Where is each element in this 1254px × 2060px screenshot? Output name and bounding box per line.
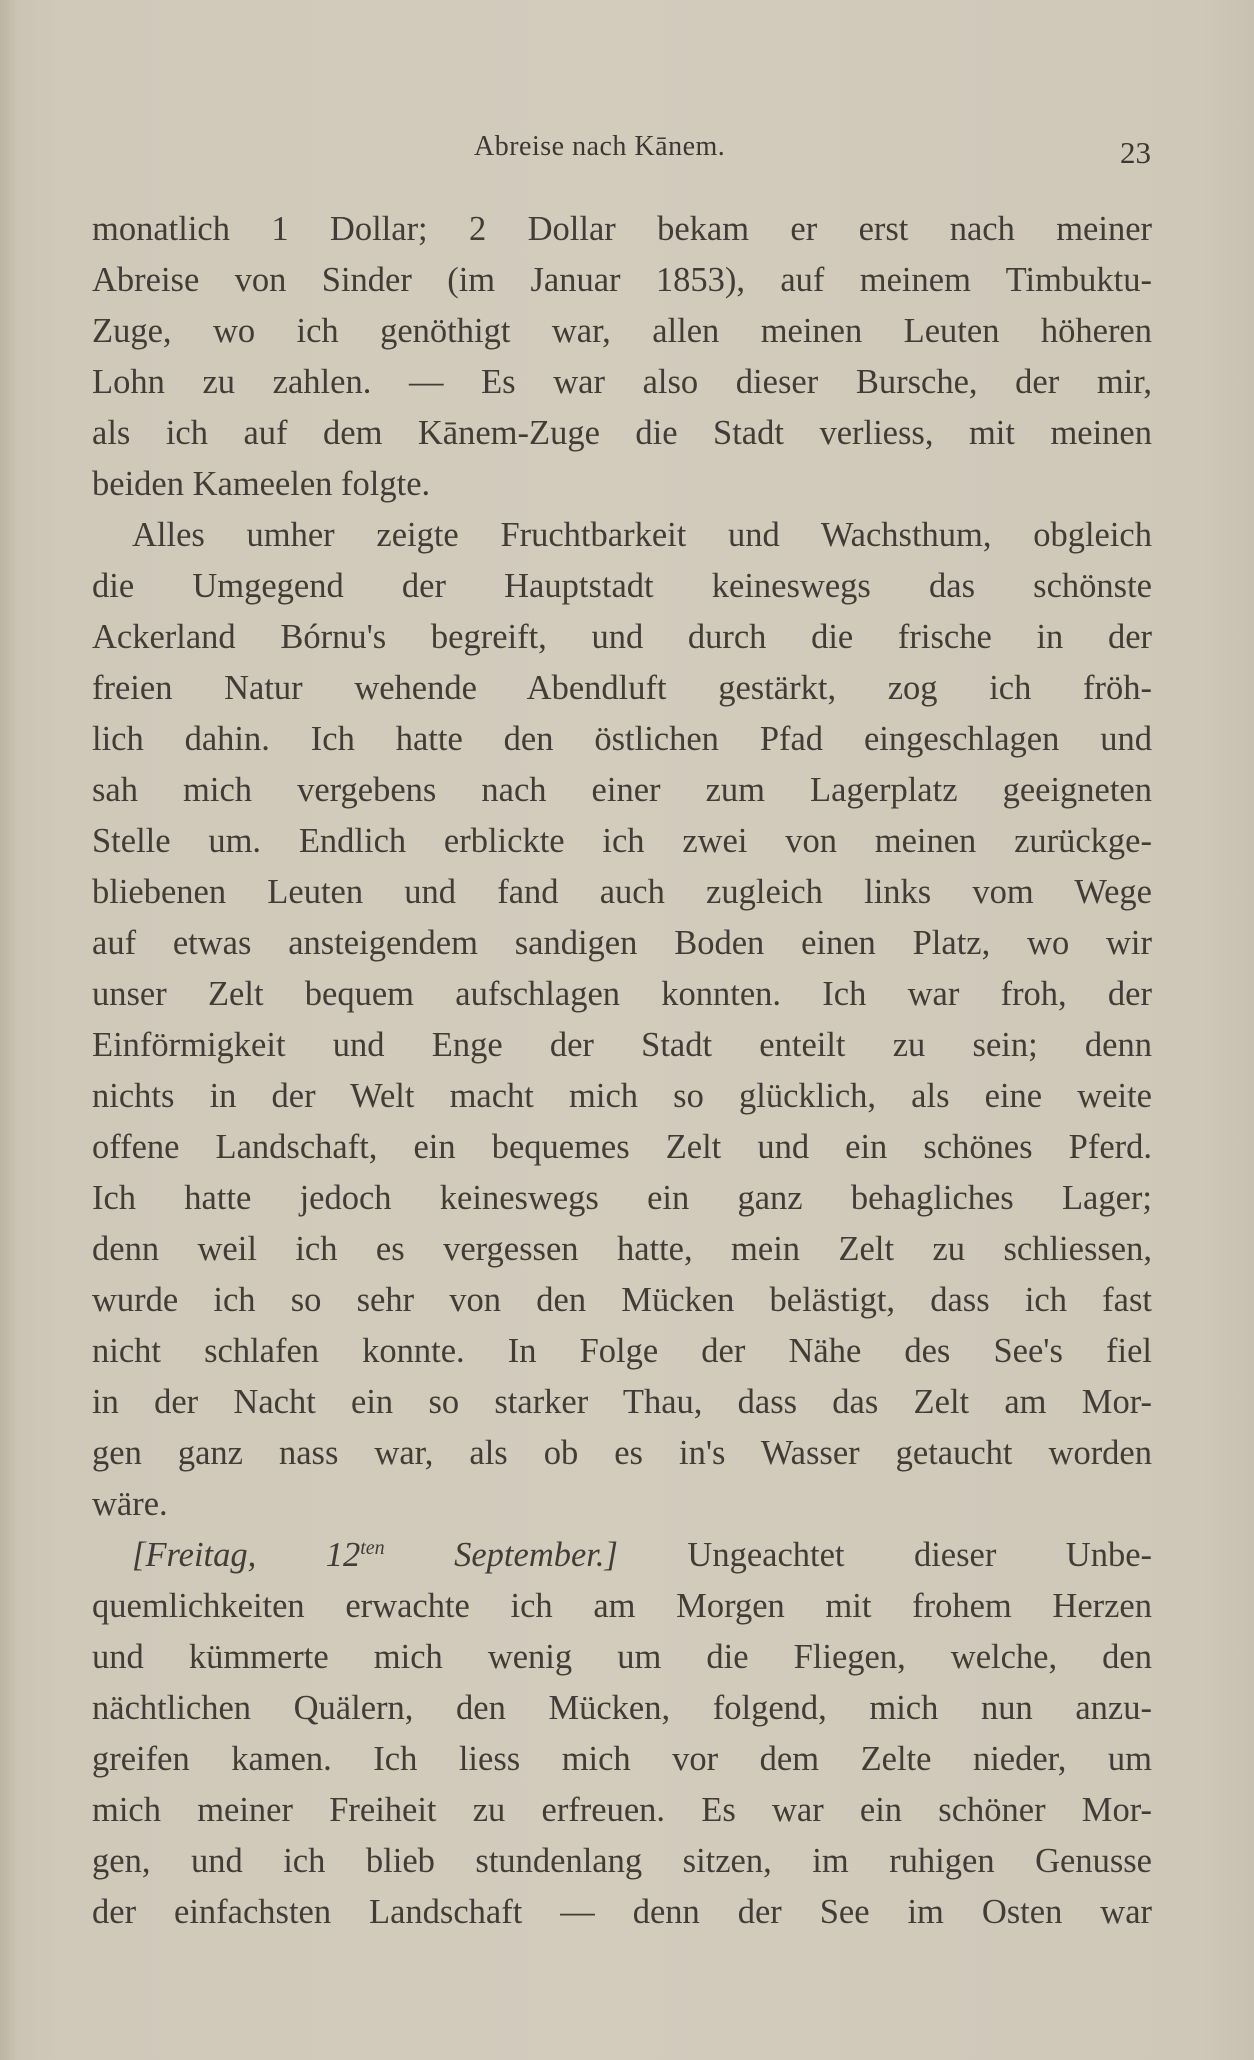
running-head	[0, 131, 1254, 171]
text-line: Abreise von Sinder (im Januar 1853), auf meinem Timbuktu-	[92, 261, 1152, 299]
date-bracket-close: ]	[604, 1536, 618, 1574]
text-line: gen, und ich blieb stundenlang sitzen, im ruhigen Genusse	[92, 1842, 1152, 1880]
text-line: monatlich 1 Dollar; 2 Dollar bekam er erst nach meiner	[92, 210, 1152, 248]
text-line: gen ganz nass war, als ob es in's Wasser getaucht worden	[92, 1434, 1152, 1472]
body-text	[92, 204, 1152, 1938]
text-line: Alles umher zeigte Fruchtbarkeit und Wachsthum, obgleich	[132, 516, 1152, 554]
text-line: nicht schlafen konnte. In Folge der Nähe des See's fiel	[92, 1332, 1152, 1370]
text-line: freien Natur wehende Abendluft gestärkt, zog ich fröh-	[92, 669, 1152, 707]
text-line: bliebenen Leuten und fand auch zugleich links vom Wege	[92, 873, 1152, 911]
text-line: wurde ich so sehr von den Mücken belästigt, dass ich fast	[92, 1281, 1152, 1319]
text-line: nächtlichen Quälern, den Mücken, folgend, mich nun anzu-	[92, 1689, 1152, 1727]
text-line: offene Landschaft, ein bequemes Zelt und ein schönes Pferd.	[92, 1128, 1152, 1166]
text-line: der einfachsten Landschaft — denn der See im Osten war	[92, 1893, 1152, 1931]
text-line: Ackerland Bórnu's begreift, und durch die frische in der	[92, 618, 1152, 656]
text-line: Zuge, wo ich genöthigt war, allen meinen Leuten höheren	[92, 312, 1152, 350]
paragraph-1	[92, 204, 1152, 510]
text-line: nichts in der Welt macht mich so glücklich, als eine weite	[92, 1077, 1152, 1115]
text-line: sah mich vergebens nach einer zum Lagerplatz geeigneten	[92, 771, 1152, 809]
date-bracket-open: [	[132, 1536, 146, 1574]
running-title: Abreise nach Kānem.	[474, 131, 726, 162]
text-line: Ich hatte jedoch keineswegs ein ganz behagliches Lager;	[92, 1179, 1152, 1217]
text-line: in der Nacht ein so starker Thau, dass das Zelt am Mor-	[92, 1383, 1152, 1421]
paragraph-2	[92, 510, 1152, 1530]
date-superscript: ten	[360, 1537, 385, 1559]
first-line-rest: Ungeachtet dieser Unbe-	[617, 1536, 1152, 1574]
text-line: Stelle um. Endlich erblickte ich zwei von meinen zurückge-	[92, 822, 1152, 860]
text-line: als ich auf dem Kānem-Zuge die Stadt verliess, mit meinen	[92, 414, 1152, 452]
text-line: die Umgegend der Hauptstadt keineswegs das schönste	[92, 567, 1152, 605]
text-line: wäre.	[92, 1485, 168, 1523]
text-line: quemlichkeiten erwachte ich am Morgen mit frohem Herzen	[92, 1587, 1152, 1625]
text-line: greifen kamen. Ich liess mich vor dem Zelte nieder, um	[92, 1740, 1152, 1778]
text-line: denn weil ich es vergessen hatte, mein Zelt zu schliessen,	[92, 1230, 1152, 1268]
text-line: Lohn zu zahlen. — Es war also dieser Bursche, der mir,	[92, 363, 1152, 401]
date-note	[132, 1536, 618, 1574]
paragraph-3	[92, 1530, 1152, 1938]
text-line: auf etwas ansteigendem sandigen Boden einen Platz, wo wir	[92, 924, 1152, 962]
text-line: unser Zelt bequem aufschlagen konnten. Ich war froh, der	[92, 975, 1152, 1013]
date-month: September.	[384, 1536, 605, 1574]
text-line: beiden Kameelen folgte.	[92, 465, 431, 503]
text-line: mich meiner Freiheit zu erfreuen. Es war ein schöner Mor-	[92, 1791, 1152, 1829]
date-day: Freitag, 12	[145, 1536, 361, 1574]
text-line: Einförmigkeit und Enge der Stadt enteilt zu sein; denn	[92, 1026, 1152, 1064]
text-line: lich dahin. Ich hatte den östlichen Pfad eingeschlagen und	[92, 720, 1152, 758]
page-number: 23	[1120, 135, 1151, 170]
text-line-first	[92, 1530, 1152, 1581]
text-line: und kümmerte mich wenig um die Fliegen, welche, den	[92, 1638, 1152, 1676]
